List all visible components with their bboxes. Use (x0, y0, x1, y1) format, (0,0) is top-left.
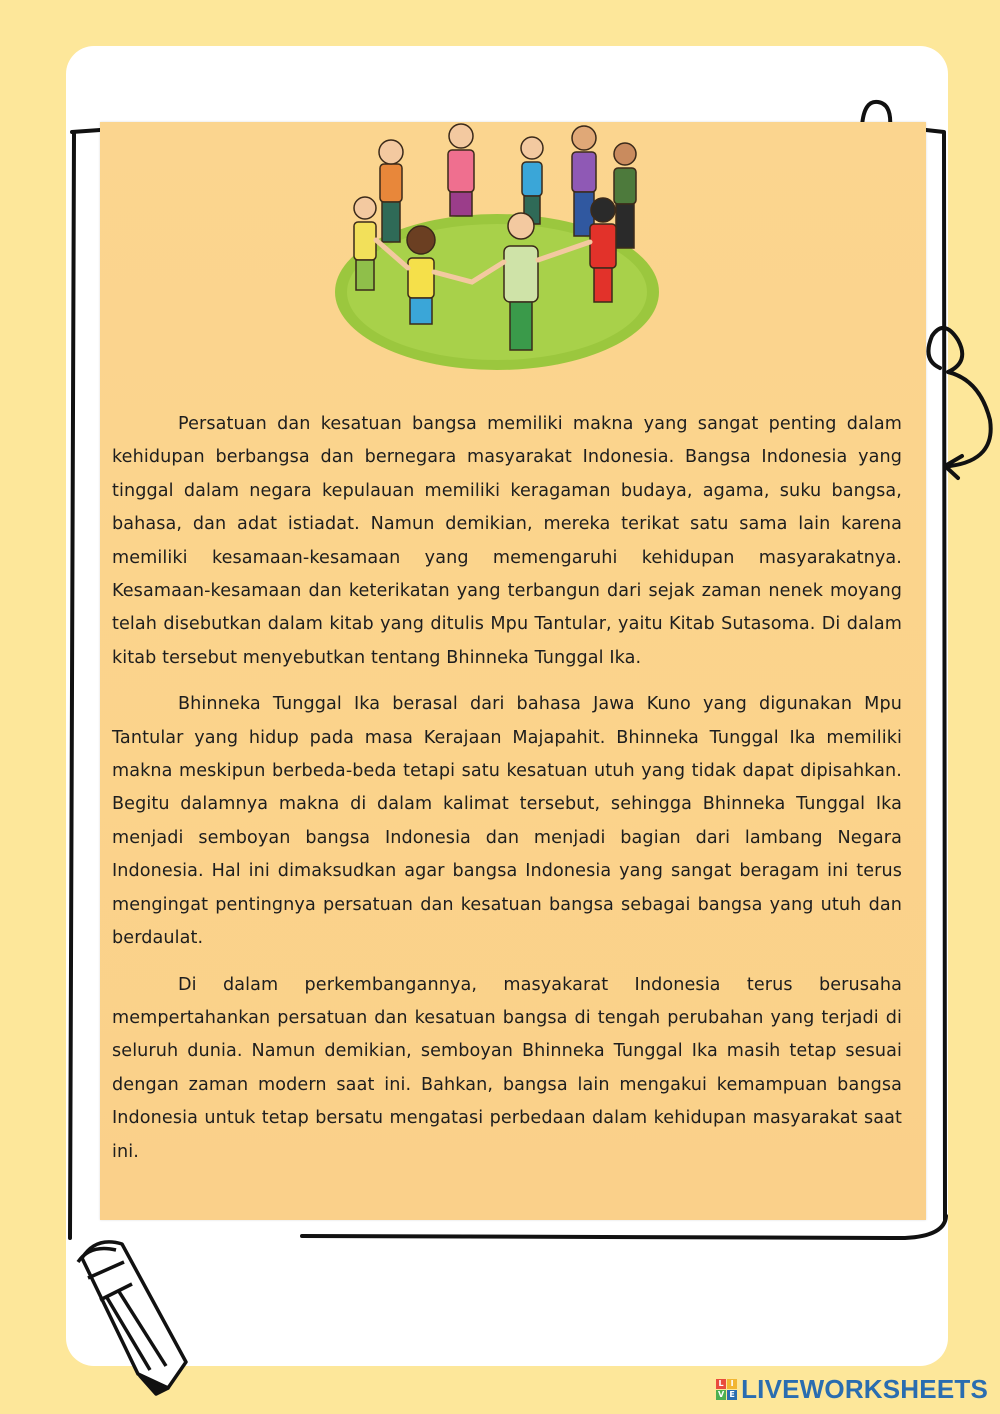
frame-right-line (926, 130, 945, 1220)
frame-top-line (70, 134, 74, 1238)
reading-text (112, 408, 902, 1182)
paragraph-3: Di dalam perkembangannya, masyakarat Indonesia terus berusaha mempertahankan persatuan dan kesatuan bangsa di tengah perubahan yang terjadi di seluruh dunia. Namun demikian, semboyan Bhinneka Tunggal Ika masih tetap sesuai dengan zaman modern saat ini. Bahkan, bangsa lain mengakui kemampuan bangsa Indonesia untuk tetap bersatu mengatasi perbedaan dalam kehidupan masyarakat saat ini. (112, 974, 902, 1162)
liveworksheets-logo-icon: L I V E (716, 1379, 737, 1400)
paragraph-2: Bhinneka Tunggal Ika berasal dari bahasa Jawa Kuno yang digunakan Mpu Tantular yang hidup pada masa Kerajaan Majapahit. Bhinneka Tunggal Ika memiliki makna meskipun berbeda-beda tetapi satu kesatuan utuh yang tidak dapat dipisahkan. Begitu dalamnya makna di dalam kalimat tersebut, sehingga Bhinneka Tunggal Ika menjadi semboyan bangsa Indonesia dan menjadi bagian dari lambang Negara Indonesia. Hal ini dimaksudkan agar bangsa Indonesia yang sangat beragam ini terus mengingat pentingnya persatuan dan kesatuan bangsa sebagai bangsa yang utuh dan berdaulat. (112, 694, 902, 949)
liveworksheets-logo[interactable] (716, 1372, 988, 1406)
frame-top-edge (72, 130, 100, 132)
children-circle-illustration (332, 122, 662, 372)
reading-panel (100, 122, 926, 1220)
paragraph-1: Persatuan dan kesatuan bangsa memiliki makna yang sangat penting dalam kehidupan berbangsa dan bernegara masyarakat Indonesia. Bangsa Indonesia yang tinggal dalam negara kepulauan memiliki keragaman budaya, agama, suku bangsa, bahasa, dan adat istiadat. Namun demikian, mereka terikat satu sama lain karena memiliki kesamaan-kesamaan yang memengaruhi kehidupan masyarakatnya. Kesamaan-kesamaan dan keterikatan yang terbangun dari sejak zaman nenek moyang telah disebutkan dalam kitab yang ditulis Mpu Tantular, yaitu Kitab Sutasoma. Di dalam kitab tersebut menyebutkan tentang Bhinneka Tunggal Ika. (112, 414, 902, 668)
curl-arrow (928, 328, 990, 466)
logo-text: LIVEWORKSHEETS (741, 1373, 988, 1404)
pencil-icon (78, 1242, 186, 1394)
